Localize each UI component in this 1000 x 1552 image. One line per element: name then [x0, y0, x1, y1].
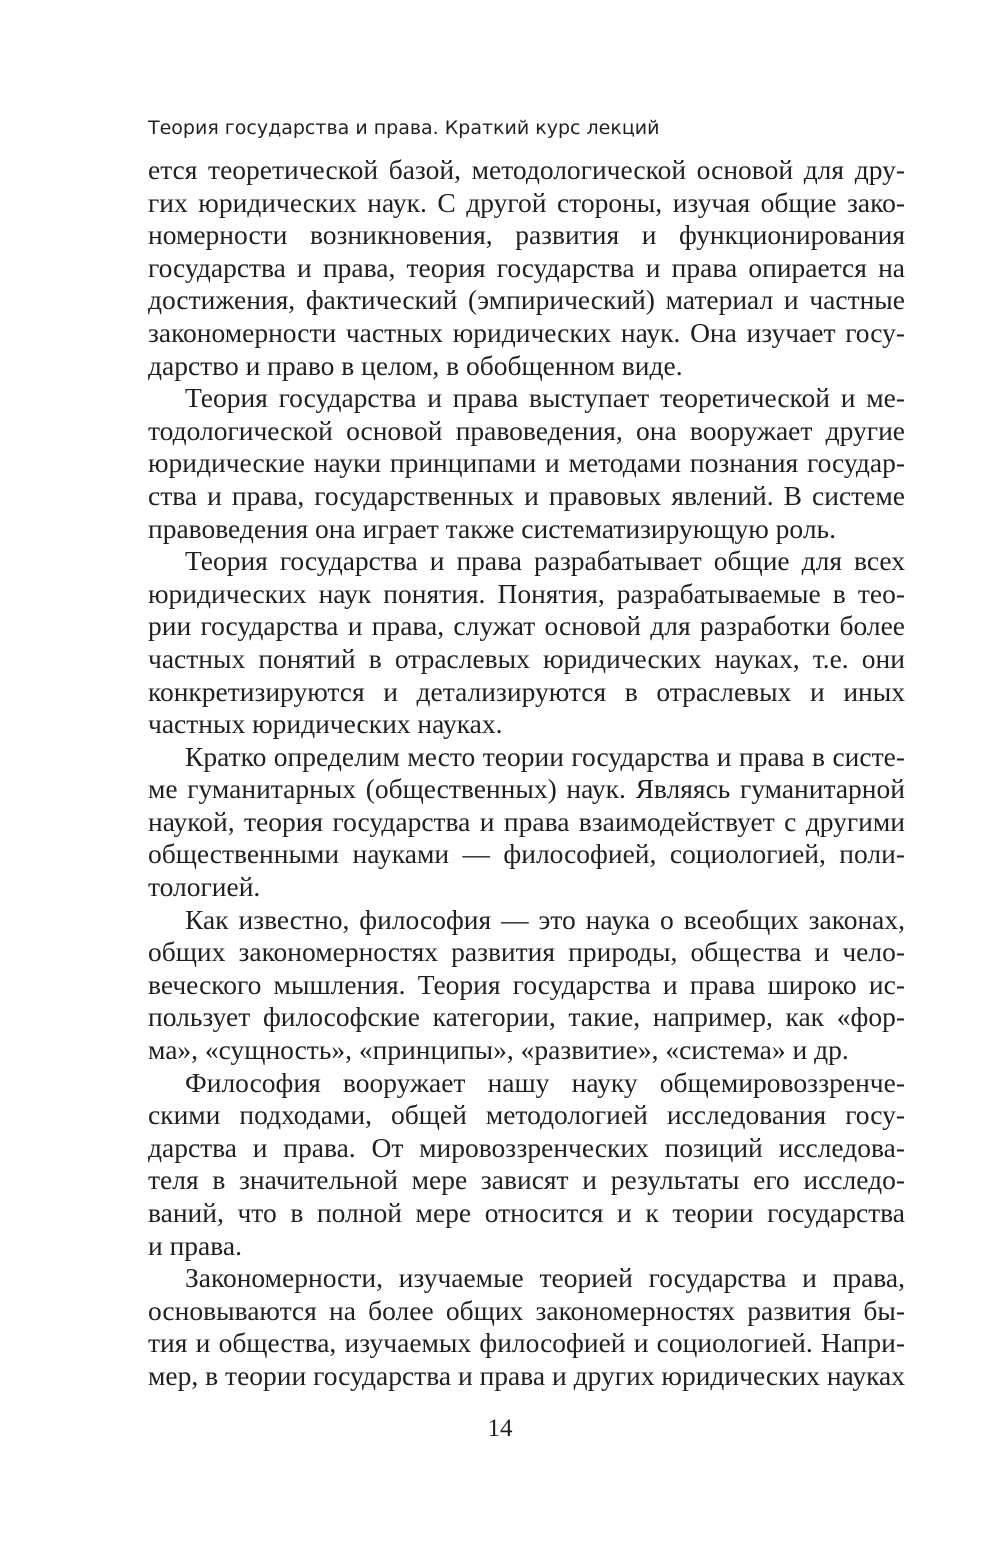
- text-line: частных юридических науках.: [148, 708, 503, 740]
- text-line: ма», «сущность», «принципы», «развитие», «система» и др.: [148, 1034, 849, 1066]
- paragraph-5: [148, 904, 905, 1067]
- text-line: мер, в теории государства и права и других юридических науках: [148, 1359, 905, 1391]
- text-line: номерности возникновения, развития и функционирования: [148, 219, 905, 251]
- text-line: и права.: [148, 1229, 242, 1261]
- paragraph-6: [148, 1067, 905, 1263]
- text-line: тия и общества, изучаемых философией и социологией. Напри-: [148, 1327, 905, 1359]
- paragraph-7: [148, 1262, 905, 1392]
- text-line: рии государства и права, служат основой для разработки более: [148, 610, 905, 642]
- text-line: ме гуманитарных (общественных) наук. Являясь гуманитарной: [148, 773, 905, 805]
- text-line: веческого мышления. Теория государства и права широко ис-: [148, 968, 905, 1000]
- text-line: юридические науки принципами и методами познания государ-: [148, 447, 905, 479]
- text-line: тологией.: [148, 871, 261, 903]
- text-line: Кратко определим место теории государства и права в систе-: [185, 740, 905, 772]
- page-body: [148, 154, 905, 1393]
- text-line: теля в значительной мере зависят и результаты его исследо-: [148, 1164, 905, 1196]
- running-header-title: Теория государства и права. Краткий курс лекций: [148, 117, 660, 139]
- text-line: ства и права, государственных и правовых явлений. В системе: [148, 479, 905, 511]
- text-line: Как известно, философия — это наука о всеобщих законах,: [185, 903, 905, 935]
- text-line: государства и права, теория государства и права опирается на: [148, 251, 905, 283]
- text-line: общественными науками — философией, социологией, поли-: [148, 838, 905, 870]
- text-line: ется теоретической базой, методологической основой для дру-: [148, 154, 905, 185]
- text-line: правоведения она играет также систематизирующую роль.: [148, 512, 836, 544]
- text-line: Закономерности, изучаемые теорией государства и права,: [185, 1262, 905, 1294]
- text-line: дарство и право в целом, в обобщенном виде.: [148, 349, 683, 381]
- text-line: основываются на более общих закономерностях развития бы-: [148, 1294, 905, 1326]
- paragraph-1: [148, 154, 905, 382]
- text-line: ваний, что в полной мере относится и к теории государства: [148, 1197, 905, 1228]
- text-line: пользует философские категории, такие, например, как «фор-: [148, 1001, 905, 1033]
- text-line: Теория государства и права выступает теоретической и ме-: [185, 382, 905, 414]
- text-line: частных понятий в отраслевых юридических науках, т.е. они: [148, 642, 905, 674]
- text-line: Философия вооружает нашу науку общемировоззренче-: [185, 1066, 905, 1098]
- text-line: гих юридических наук. С другой стороны, изучая общие зако-: [148, 186, 905, 218]
- paragraph-3: [148, 545, 905, 741]
- paragraph-2: [148, 382, 905, 545]
- text-line: закономерности частных юридических наук. Она изучает госу-: [148, 316, 905, 348]
- text-line: Теория государства и права разрабатывает общие для всех: [185, 545, 905, 577]
- page-number: 14: [487, 1415, 513, 1442]
- text-line: дарства и права. От мировоззренческих позиций исследова-: [148, 1131, 905, 1163]
- text-line: скими подходами, общей методологией исследования госу-: [148, 1099, 905, 1131]
- text-line: достижения, фактический (эмпирический) материал и частные: [148, 284, 905, 316]
- text-line: юридических наук понятия. Понятия, разрабатываемые в тео-: [148, 577, 905, 609]
- text-line: наукой, теория государства и права взаимодействует с другими: [148, 805, 905, 837]
- paragraph-4: [148, 741, 905, 904]
- text-line: тодологической основой правоведения, она вооружает другие: [148, 414, 905, 446]
- text-line: конкретизируются и детализируются в отраслевых и иных: [148, 675, 905, 707]
- text-line: общих закономерностях развития природы, общества и чело-: [148, 936, 905, 968]
